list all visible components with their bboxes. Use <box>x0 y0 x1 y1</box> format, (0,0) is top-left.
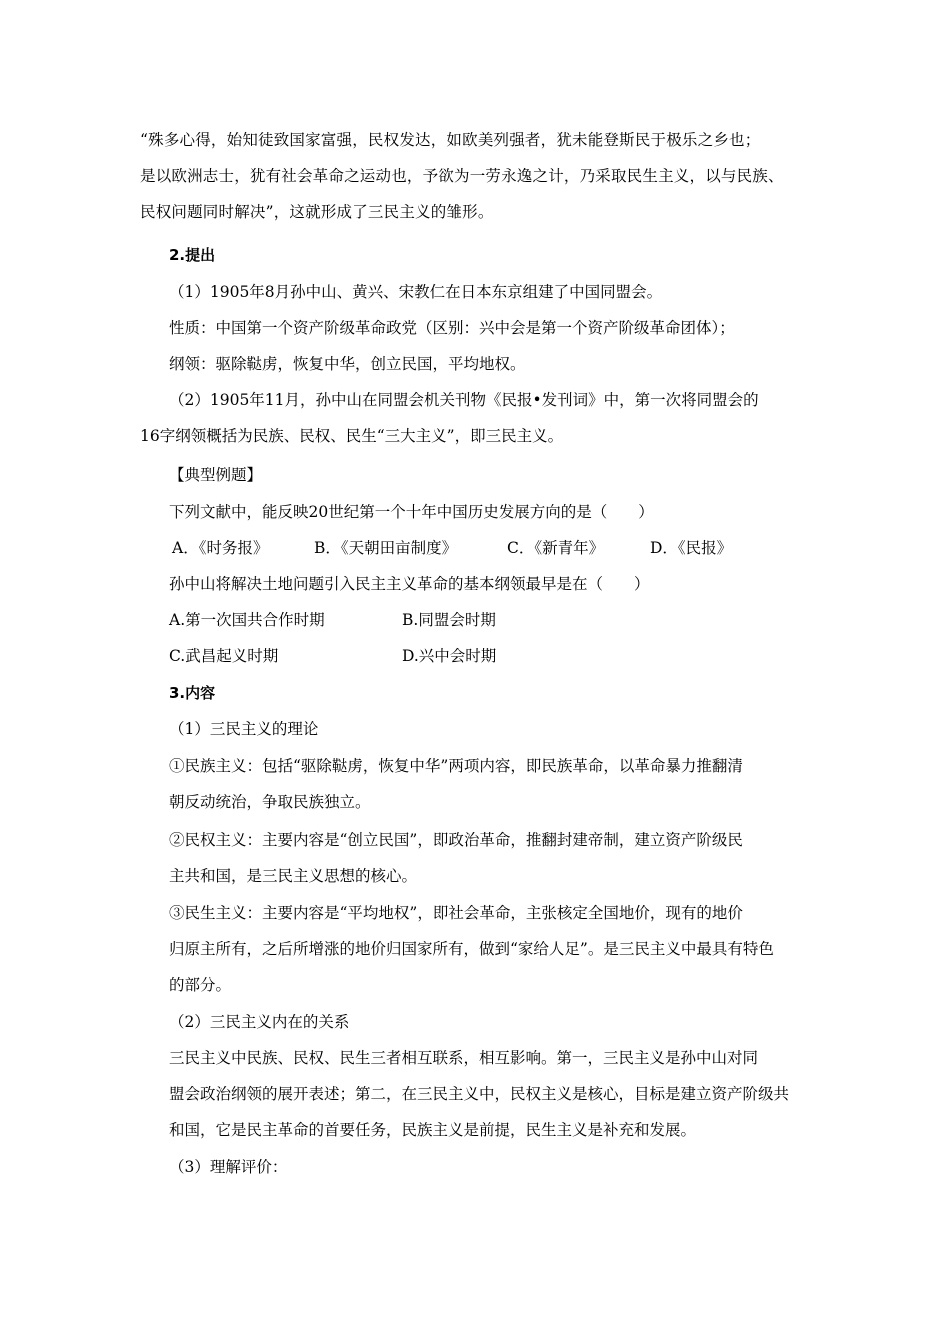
democracy-line-1: ②民权主义：主要内容是“创立民国”，即政治革命，推翻封建帝制，建立资产阶级民 <box>169 831 743 849</box>
paragraph-minbao-line-1: （2）1905年11月，孙中山在同盟会机关刊物《民报•发刊词》中，第一次将同盟会的 <box>169 391 759 409</box>
subheading-relation: （2）三民主义内在的关系 <box>169 1013 350 1031</box>
subheading-evaluation: （3）理解评价： <box>169 1158 288 1176</box>
nationalism-line-2: 朝反动统治，争取民族独立。 <box>169 793 371 811</box>
democracy-line-2: 主共和国，是三民主义思想的核心。 <box>169 867 418 885</box>
quote-line-3: 民权问题同时解决”，这就形成了三民主义的雏形。 <box>140 203 494 221</box>
question-2-option-a: A.第一次国共合作时期 <box>169 611 325 629</box>
paragraph-founding: （1）1905年8月孙中山、黄兴、宋教仁在日本东京组建了中国同盟会。 <box>169 283 663 301</box>
livelihood-line-3: 的部分。 <box>169 976 232 994</box>
section-heading-propose: 2.提出 <box>169 246 216 264</box>
question-1-option-a: A．《时务报》 <box>172 539 269 557</box>
question-1: 下列文献中，能反映20世纪第一个十年中国历史发展方向的是（ ） <box>169 503 654 521</box>
relation-line-2: 盟会政治纲领的展开表述；第二，在三民主义中，民权主义是核心，目标是建立资产阶级共 <box>169 1085 790 1103</box>
question-1-option-d: D．《民报》 <box>650 539 733 557</box>
relation-line-3: 和国，它是民主革命的首要任务，民族主义是前提，民生主义是补充和发展。 <box>169 1121 697 1139</box>
quote-line-2: 是以欧洲志士，犹有社会革命之运动也，予欲为一劳永逸之计，乃采取民生主义，以与民族、 <box>140 167 784 185</box>
paragraph-program: 纲领：驱除鞑虏，恢复中华，创立民国，平均地权。 <box>169 355 526 373</box>
relation-line-1: 三民主义中民族、民权、民生三者相互联系，相互影响。第一，三民主义是孙中山对同 <box>169 1049 759 1067</box>
question-2-option-b: B.同盟会时期 <box>402 611 496 629</box>
question-2-option-d: D.兴中会时期 <box>402 647 497 665</box>
paragraph-minbao-line-2: 16字纲领概括为民族、民权、民生“三大主义”，即三民主义。 <box>140 427 564 445</box>
examples-heading: 【典型例题】 <box>169 466 263 484</box>
question-1-option-c: C．《新青年》 <box>507 539 605 557</box>
quote-line-1: “殊多心得，始知徒致国家富强，民权发达，如欧美列强者，犹未能登斯民于极乐之乡也； <box>140 131 761 149</box>
livelihood-line-2: 归原主所有，之后所增涨的地价归国家所有，做到“家给人足”。是三民主义中最具有特色 <box>169 940 774 958</box>
paragraph-nature: 性质：中国第一个资产阶级革命政党（区别：兴中会是第一个资产阶级革命团体）； <box>169 319 735 337</box>
nationalism-line-1: ①民族主义：包括“驱除鞑虏，恢复中华”两项内容，即民族革命，以革命暴力推翻清 <box>169 757 743 775</box>
section-heading-content: 3.内容 <box>169 684 216 702</box>
question-1-option-b: B．《天朝田亩制度》 <box>314 539 458 557</box>
question-2-option-c: C.武昌起义时期 <box>169 647 279 665</box>
subheading-theory: （1）三民主义的理论 <box>169 720 319 738</box>
question-2: 孙中山将解决土地问题引入民主主义革命的基本纲领最早是在（ ） <box>169 575 650 593</box>
livelihood-line-1: ③民生主义：主要内容是“平均地权”，即社会革命，主张核定全国地价，现有的地价 <box>169 904 743 922</box>
